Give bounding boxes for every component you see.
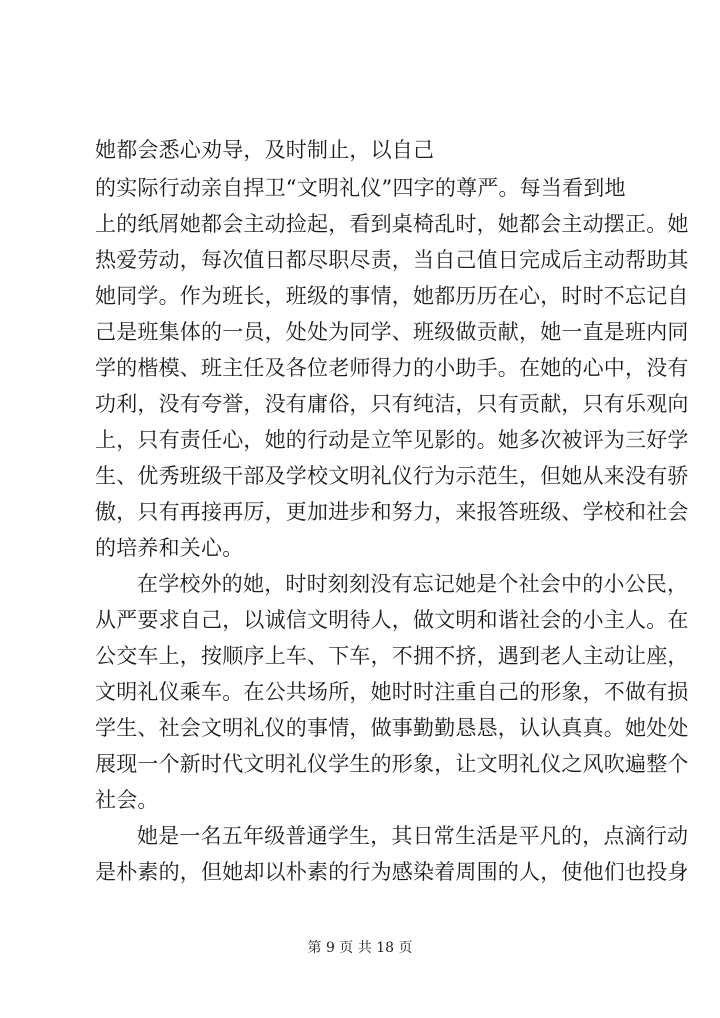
- text-line: 她同学。作为班长，班级的事情，她都历历在心，时时不忘记自: [95, 284, 689, 308]
- text-line: 上的纸屑她都会主动捡起，看到桌椅乱时，她都会主动摆正。她: [95, 212, 689, 236]
- text-line: 学生、社会文明礼仪的事情，做事勤勤恳恳，认认真真。她处处: [95, 716, 689, 740]
- text-line: 傲，只有再接再厉，更加进步和努力，来报答班级、学校和社会: [95, 500, 689, 524]
- text-line: 她是一名五年级普通学生，其日常生活是平凡的，点滴行动: [137, 824, 689, 848]
- text-line: 功利，没有夸誉，没有庸俗，只有纯洁，只有贡献，只有乐观向: [95, 392, 689, 416]
- text-line: 学的楷模、班主任及各位老师得力的小助手。在她的心中，没有: [95, 356, 689, 380]
- text-line: 是朴素的，但她却以朴素的行为感染着周围的人，使他们也投身: [95, 860, 689, 884]
- page-footer: 第 9 页 共 18 页: [307, 940, 413, 956]
- text-line: 她都会悉心劝导，及时制止，以自己: [95, 138, 435, 162]
- text-line: 热爱劳动，每次值日都尽职尽责，当自己值日完成后主动帮助其: [95, 248, 689, 272]
- text-line: 从严要求自己，以诚信文明待人，做文明和谐社会的小主人。在: [95, 608, 689, 632]
- text-line: 生、优秀班级干部及学校文明礼仪行为示范生，但她从来没有骄: [95, 464, 689, 488]
- text-line: 文明礼仪乘车。在公共场所，她时时注重自己的形象，不做有损: [95, 680, 689, 704]
- text-line: 己是班集体的一员，处处为同学、班级做贡献，她一直是班内同: [95, 320, 689, 344]
- text-line: 的实际行动亲自捍卫“文明礼仪”四字的尊严。每当看到地: [95, 176, 626, 200]
- text-line: 公交车上，按顺序上车、下车，不拥不挤，遇到老人主动让座，: [95, 644, 689, 668]
- text-line: 上，只有责任心，她的行动是立竿见影的。她多次被评为三好学: [95, 428, 689, 452]
- text-line: 的培养和关心。: [95, 536, 244, 560]
- text-line: 社会。: [95, 788, 159, 812]
- text-line: 展现一个新时代文明礼仪学生的形象，让文明礼仪之风吹遍整个: [95, 752, 689, 776]
- text-line: 在学校外的她，时时刻刻没有忘记她是个社会中的小公民，: [137, 572, 689, 596]
